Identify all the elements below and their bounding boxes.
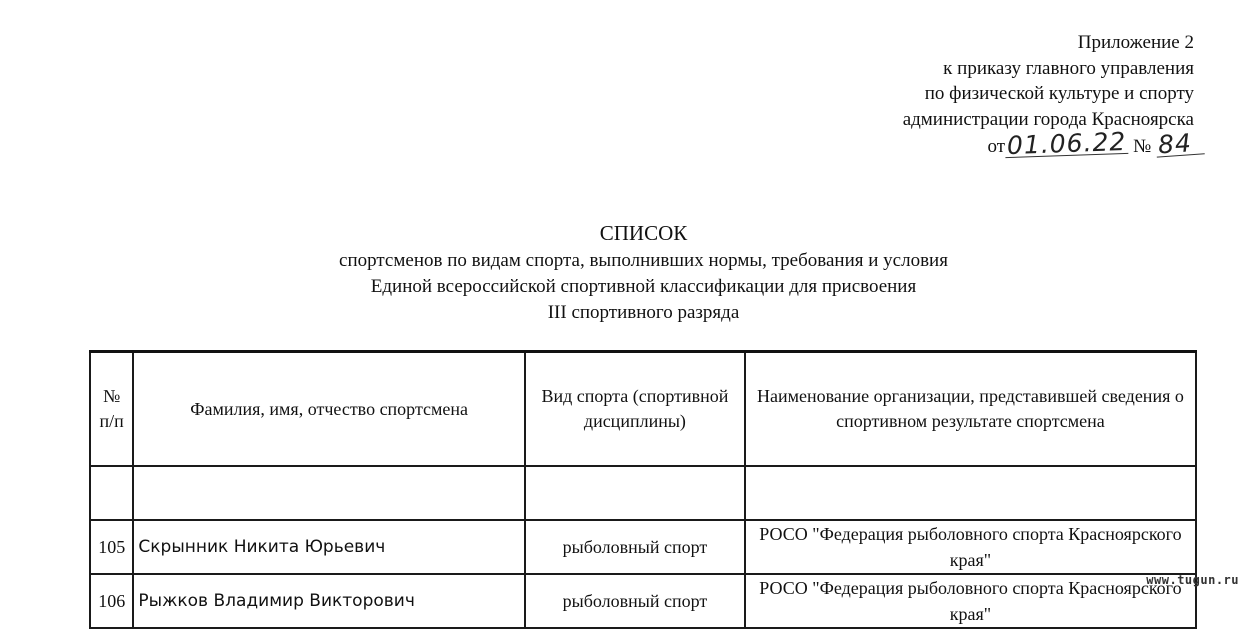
- row-sport: рыболовный спорт: [525, 520, 745, 574]
- date-prefix: от: [987, 136, 1006, 157]
- title-line-3: III спортивного разряда: [547, 302, 740, 323]
- athletes-table: [89, 350, 1197, 629]
- header-org: Наименование организации, представившей сведения о спортивном результате спортсмена: [745, 352, 1196, 467]
- number-prefix: №: [1133, 136, 1152, 157]
- table-row: [90, 520, 1196, 574]
- header-name: Фамилия, имя, отчество спортсмена: [133, 352, 525, 467]
- table-separator: [90, 466, 1196, 520]
- row-num: 106: [90, 574, 133, 628]
- row-num: 105: [90, 520, 133, 574]
- appendix-line-3: по физической культуре и спорту: [924, 83, 1194, 104]
- watermark: www.tugun.ru: [1146, 573, 1239, 587]
- header-sport: Вид спорта (спортивной дисциплины): [525, 352, 745, 467]
- appendix-line-4: администрации города Красноярска: [902, 108, 1194, 130]
- order-date-number: [903, 126, 1204, 161]
- appendix-header: [903, 30, 1194, 160]
- header-num: № п/п: [90, 352, 133, 467]
- row-org: РОСО "Федерация рыболовного спорта Красноярского края": [745, 574, 1196, 628]
- title-main: СПИСОК: [599, 221, 688, 245]
- handwritten-number: 84: [1155, 131, 1204, 157]
- title-line-2: Единой всероссийской спортивной классификации для присвоения: [370, 276, 917, 297]
- row-name: Скрынник Никита Юрьевич: [133, 520, 525, 574]
- title-line-1: спортсменов по видам спорта, выполнивших нормы, требования и условия: [339, 250, 948, 271]
- row-sport: рыболовный спорт: [525, 574, 745, 628]
- row-org: РОСО "Федерация рыболовного спорта Красноярского края": [745, 520, 1196, 574]
- table-header-row: [90, 352, 1196, 467]
- handwritten-date: 01.06.22: [1006, 126, 1127, 161]
- table-row: [90, 574, 1196, 628]
- row-name: Рыжков Владимир Викторович: [133, 574, 525, 628]
- athletes-table-wrap: [89, 350, 1197, 624]
- appendix-line-2: к приказу главного управления: [943, 57, 1194, 79]
- document-title: [0, 220, 1247, 326]
- appendix-line-1: Приложение 2: [1077, 32, 1194, 53]
